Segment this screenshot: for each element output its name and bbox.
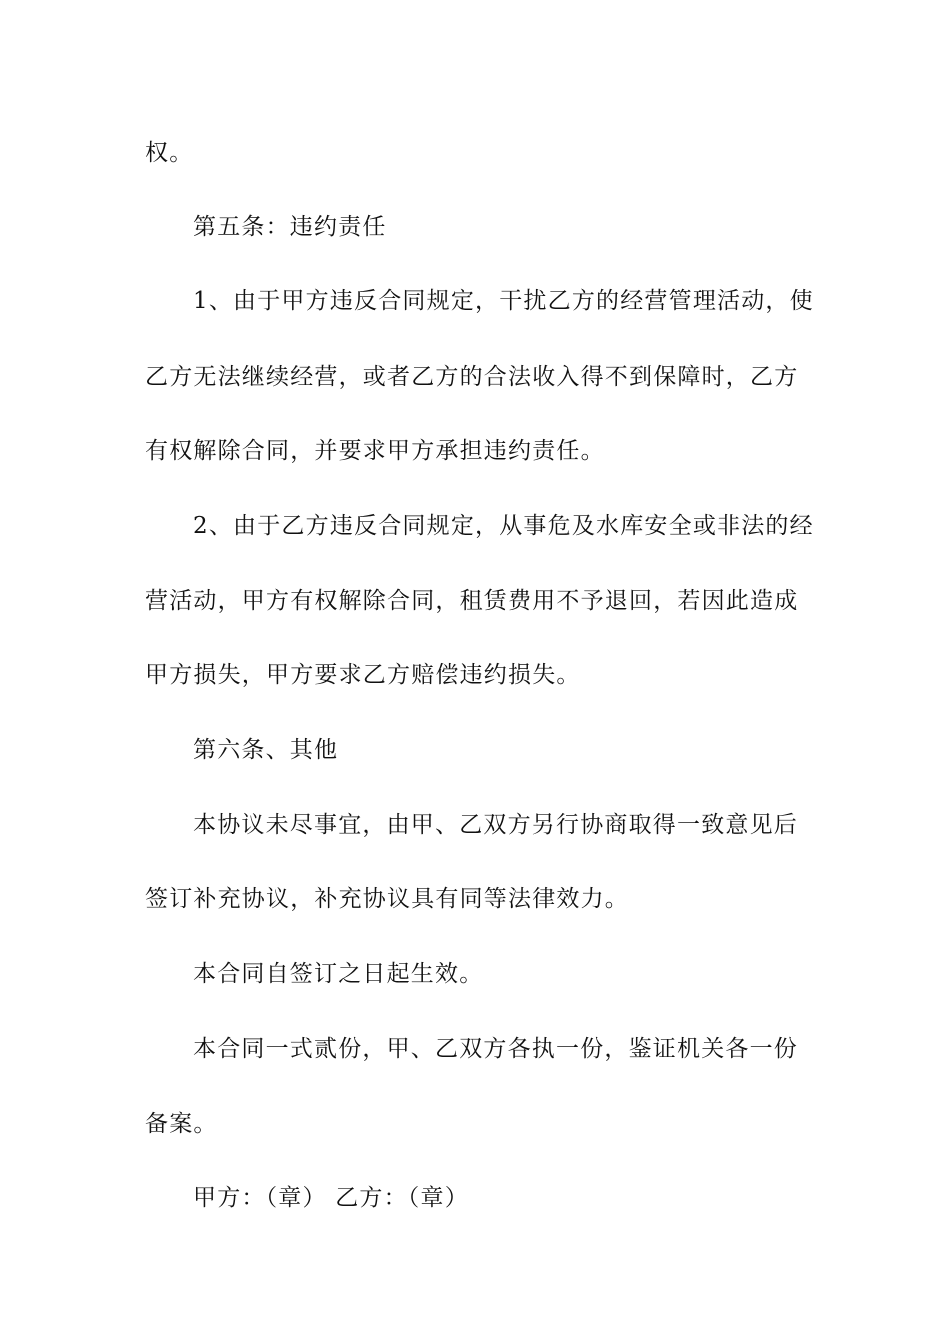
text-line: 本合同自签订之日起生效。 <box>193 961 484 987</box>
text-line: 有权解除合同，并要求甲方承担违约责任。 <box>145 438 605 464</box>
text-line: 1、由于甲方违反合同规定，干扰乙方的经营管理活动，使 <box>193 288 814 314</box>
section-heading: 第六条、其他 <box>193 737 339 763</box>
text-line: 本合同一式贰份，甲、乙双方各执一份，鉴证机关各一份 <box>193 1036 798 1062</box>
text-line: 甲方损失，甲方要求乙方赔偿违约损失。 <box>145 662 581 688</box>
text-line: 本协议未尽事宜，由甲、乙双方另行协商取得一致意见后 <box>193 812 798 838</box>
text-line: 权。 <box>145 140 194 166</box>
text-line: 营活动，甲方有权解除合同，租赁费用不予退回，若因此造成 <box>145 588 799 614</box>
text-line: 乙方无法继续经营，或者乙方的合法收入得不到保障时，乙方 <box>145 364 799 390</box>
signature-line: 甲方：（章） 乙方：（章） <box>193 1185 469 1211</box>
text-line: 2、由于乙方违反合同规定，从事危及水库安全或非法的经 <box>193 513 814 539</box>
text-line: 签订补充协议，补充协议具有同等法律效力。 <box>145 886 629 912</box>
section-heading: 第五条：违约责任 <box>193 214 387 240</box>
text-line: 备案。 <box>145 1111 218 1137</box>
